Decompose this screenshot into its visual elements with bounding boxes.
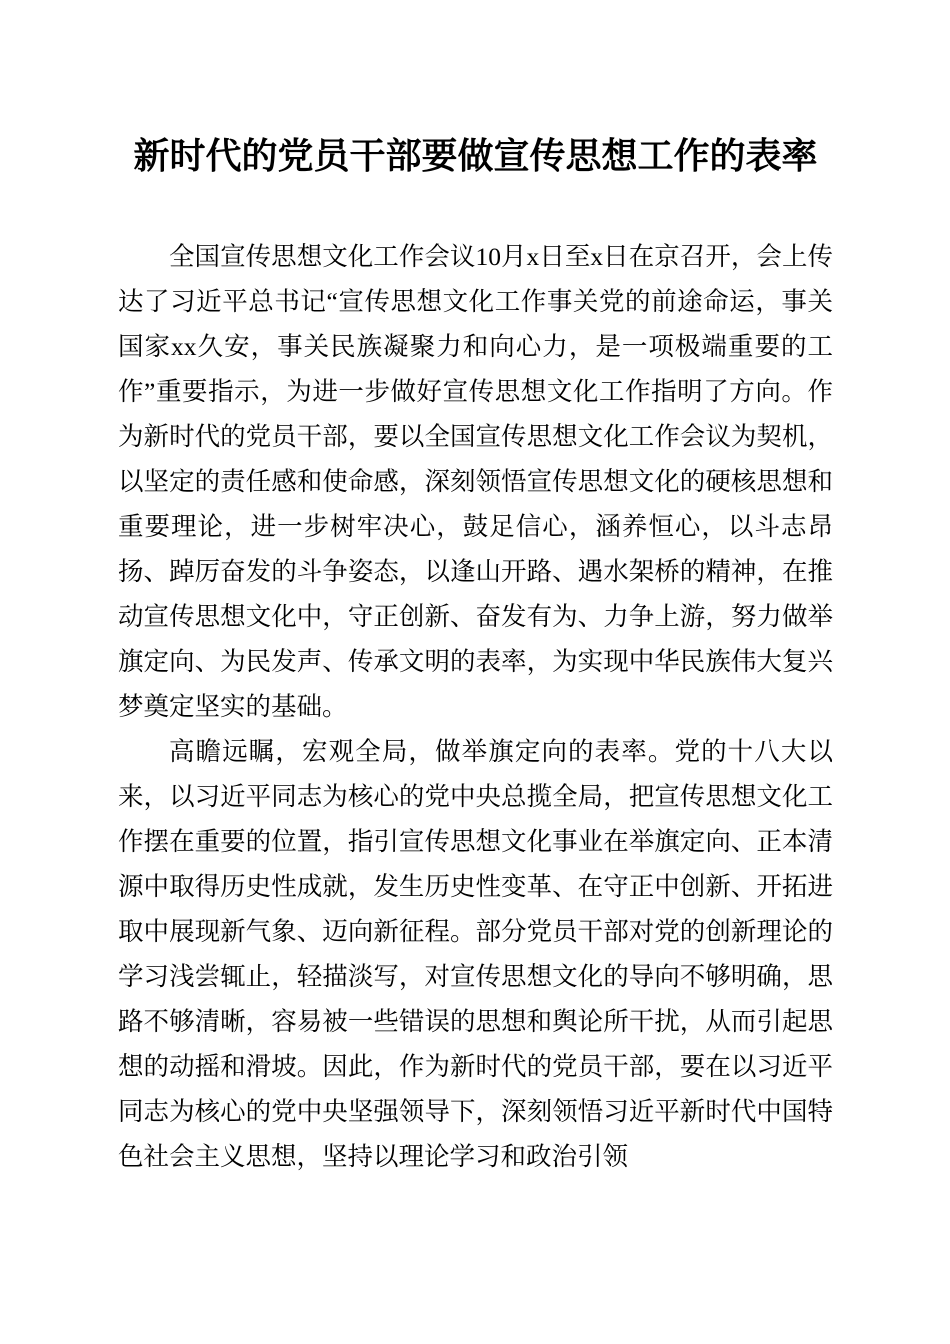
document-title: 新时代的党员干部要做宣传思想工作的表率 (133, 136, 818, 176)
paragraph-1: 全国宣传思想文化工作会议10月x日至x日在京召开，会上传达了习近平总书记“宣传思想文化工作事关党的前途命运，事关国家xx久安，事关民族凝聚力和向心力，是一项极端重要的工作”重要指示，为进一步做好宣传思想文化工作指明了方向。作为新时代的党员干部，要以全国宣传思想文化工作会议为契机，以坚定的责任感和使命感，深刻领悟宣传思想文化的硬核思想和重要理论，进一步树牢决心，鼓足信心，涵养恒心，以斗志昂扬、踔厉奋发的斗争姿态，以逢山开路、遇水架桥的精神，在推动宣传思想文化中，守正创新、奋发有为、力争上游，努力做举旗定向、为民发声、传承文明的表率，为实现中华民族伟大复兴梦奠定坚实的基础。 (118, 242, 833, 721)
document-body (118, 234, 833, 1179)
paragraph-2: 高瞻远瞩，宏观全局，做举旗定向的表率。党的十八大以来，以习近平同志为核心的党中央总揽全局，把宣传思想文化工作摆在重要的位置，指引宣传思想文化事业在举旗定向、正本清源中取得历史性成就，发生历史性变革、在守正中创新、开拓进取中展现新气象、迈向新征程。部分党员干部对党的创新理论的学习浅尝辄止，轻描淡写，对宣传思想文化的导向不够明确，思路不够清晰，容易被一些错误的思想和舆论所干扰，从而引起思想的动摇和滑坡。因此，作为新时代的党员干部，要在以习近平同志为核心的党中央坚强领导下，深刻领悟习近平新时代中国特色社会主义思想，坚持以理论学习和政治引领 (118, 737, 833, 1171)
